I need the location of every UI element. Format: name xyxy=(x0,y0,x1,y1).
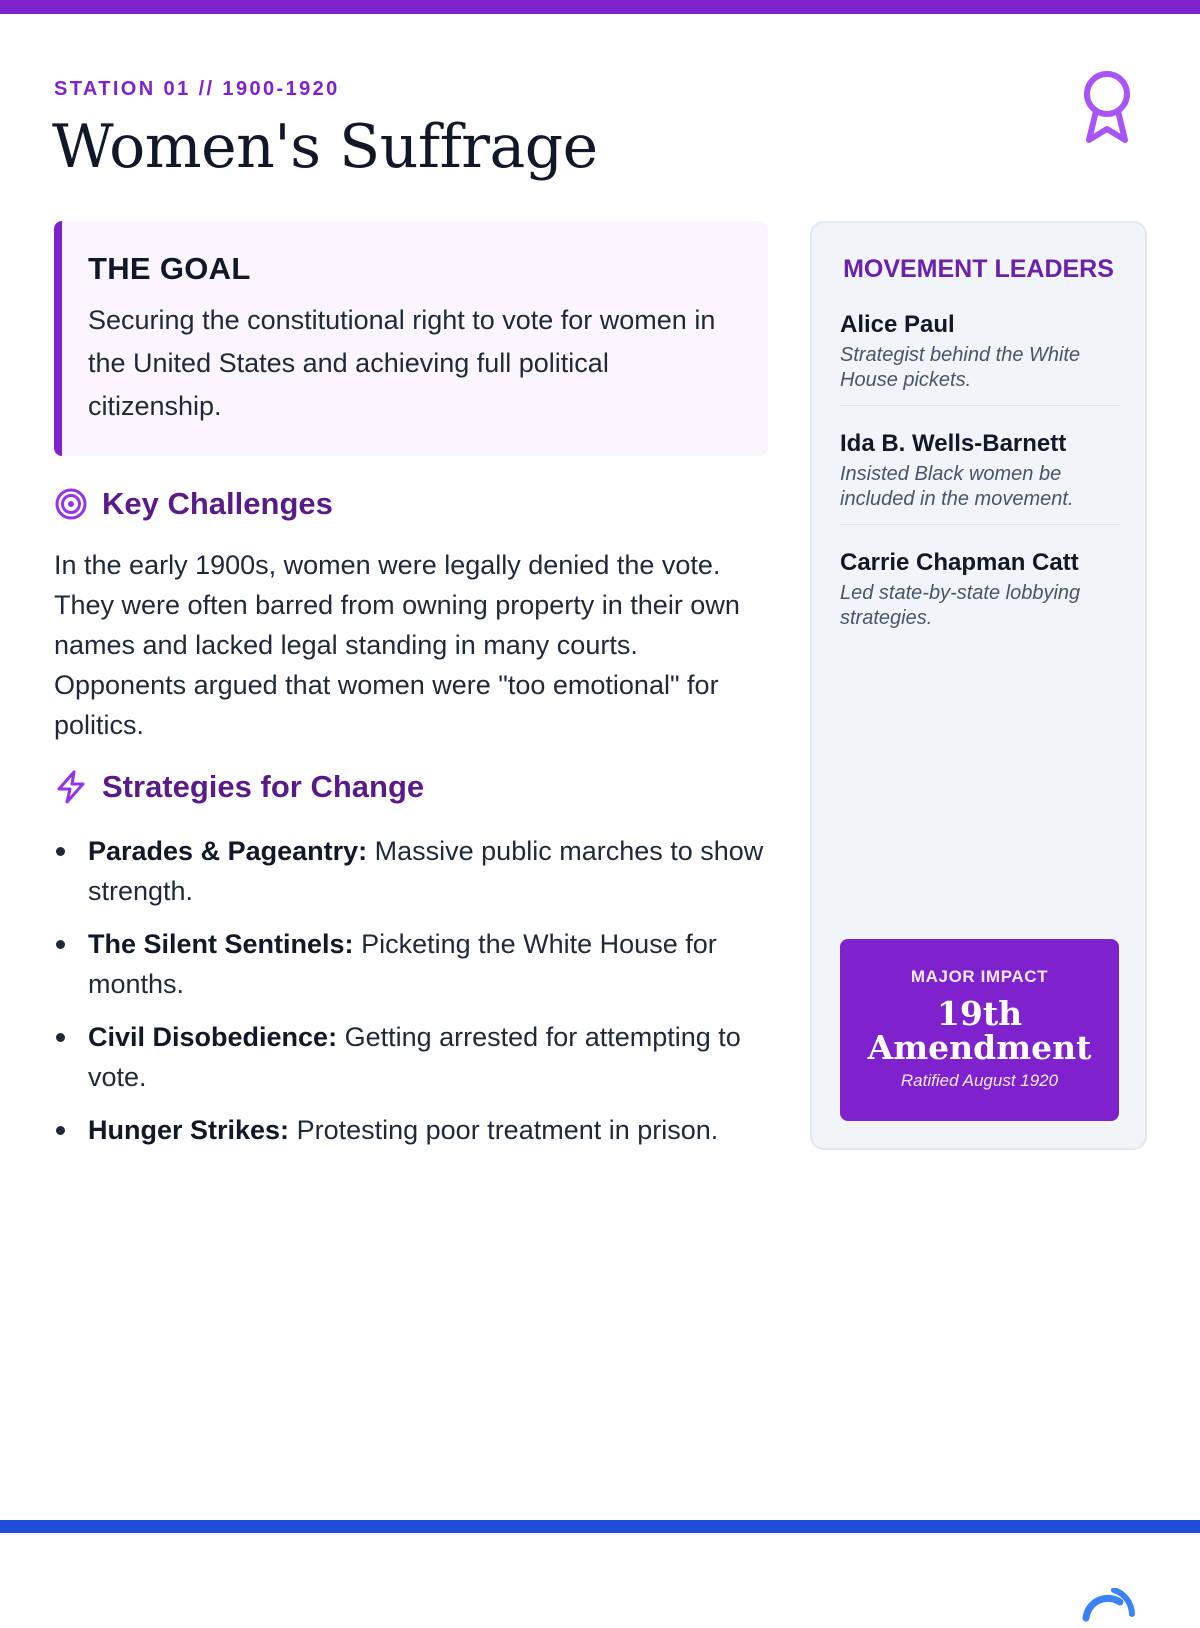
leaders-sidebar xyxy=(810,221,1147,1150)
strategy-text: Massive public marches to show strength. xyxy=(88,836,764,906)
strategies-heading xyxy=(54,769,424,805)
leader-name: Ida B. Wells-Barnett xyxy=(840,430,1067,457)
goal-callout xyxy=(54,221,768,456)
strategy-text: Getting arrested for attempting to vote. xyxy=(88,1022,741,1092)
lightning-icon xyxy=(54,770,88,804)
leader-item xyxy=(840,430,1120,525)
leader-description: Led state-by-state lobbying strategies. xyxy=(840,582,1081,629)
strategy-term: The Silent Sentinels: xyxy=(88,929,354,959)
strategy-text: Picketing the White House for months. xyxy=(88,929,717,999)
bullet-icon xyxy=(56,940,65,949)
strategy-text: Protesting poor treatment in prison. xyxy=(296,1115,719,1145)
strategy-term: Parades & Pageantry: xyxy=(88,836,368,866)
leader-description: Strategist behind the White House pickets. xyxy=(840,344,1081,391)
major-impact-card xyxy=(840,939,1119,1121)
bullet-icon xyxy=(56,847,65,856)
impact-subtitle: Ratified August 1920 xyxy=(900,1071,1059,1090)
impact-title: 19th Amendment xyxy=(867,994,1092,1067)
leader-name: Carrie Chapman Catt xyxy=(840,549,1079,576)
impact-label: MAJOR IMPACT xyxy=(910,967,1049,986)
strategy-term: Hunger Strikes: xyxy=(88,1115,290,1145)
top-accent-bar xyxy=(0,0,1200,14)
challenges-heading xyxy=(54,486,333,522)
strategies-heading-label: Strategies for Change xyxy=(102,769,425,804)
list-item xyxy=(54,924,774,1004)
leader-item xyxy=(840,549,1120,643)
list-item xyxy=(54,831,774,911)
challenges-text: In the early 1900s, women were legally denied the vote. They were often barred from owning property in their own names and lacked legal standing in many courts. Opponents argued that women were "too emotional" for politics. xyxy=(54,550,740,740)
goal-text: Securing the constitutional right to vote for women in the United States and achieving full political citizenship. xyxy=(88,305,716,421)
bullet-icon xyxy=(56,1126,65,1135)
page-title: Women's Suffrage xyxy=(52,112,598,182)
challenges-heading-label: Key Challenges xyxy=(102,486,333,521)
list-item xyxy=(54,1017,774,1097)
bullet-icon xyxy=(56,1033,65,1042)
next-page-icon-peek xyxy=(1080,1588,1136,1628)
station-label: STATION 01 // 1900-1920 xyxy=(54,78,340,100)
award-ribbon-icon xyxy=(1078,66,1136,148)
sidebar-heading: MOVEMENT LEADERS xyxy=(843,255,1114,283)
leader-item xyxy=(840,311,1120,406)
goal-heading: THE GOAL xyxy=(88,251,251,286)
strategy-term: Civil Disobedience: xyxy=(88,1022,338,1052)
leader-list xyxy=(840,311,1120,667)
leader-name: Alice Paul xyxy=(840,311,955,338)
bottom-accent-bar xyxy=(0,1520,1200,1533)
strategy-list xyxy=(54,831,774,1163)
list-item xyxy=(54,1110,774,1150)
leader-description: Insisted Black women be included in the movement. xyxy=(840,463,1074,510)
target-icon xyxy=(54,487,88,521)
